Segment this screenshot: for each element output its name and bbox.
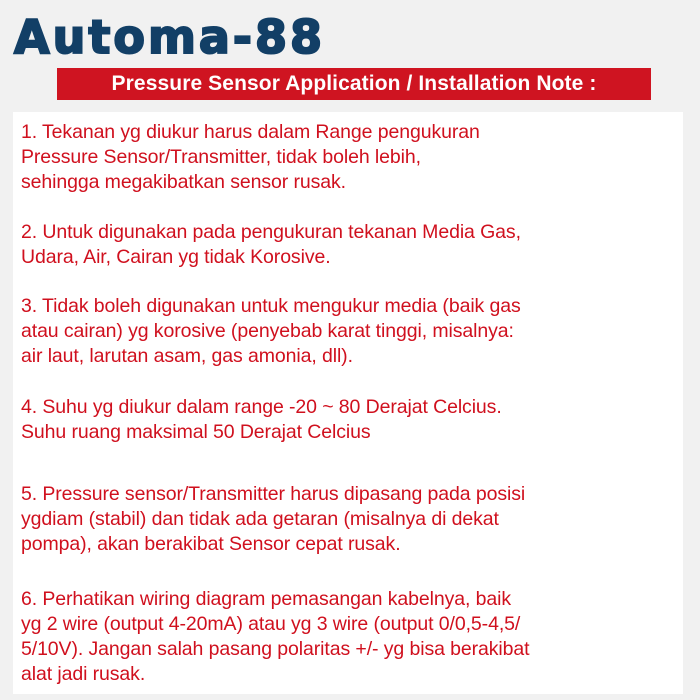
note-item-2: 2. Untuk digunakan pada pengukuran tekanan Media Gas, Udara, Air, Cairan yg tidak Korosive. [21,221,521,268]
brand-name: Automa-88 [14,10,326,64]
notes-panel [13,112,683,694]
title-banner [57,68,651,100]
page-title: Pressure Sensor Application / Installation Note : [111,72,597,95]
note-item-5: 5. Pressure sensor/Transmitter harus dipasang pada posisi ygdiam (stabil) dan tidak ada getaran (misalnya di dekat pompa), akan berakibat Sensor cepat rusak. [21,483,526,555]
note-item-1: 1. Tekanan yg diukur harus dalam Range pengukuran Pressure Sensor/Transmitter, tidak boleh lebih, sehingga megakibatkan sensor rusak. [21,121,480,193]
brand-logo [14,6,325,68]
note-item-3: 3. Tidak boleh digunakan untuk mengukur media (baik gas atau cairan) yg korosive (penyebab karat tinggi, misalnya: air laut, larutan asam, gas amonia, dll). [21,295,521,367]
note-item-6: 6. Perhatikan wiring diagram pemasangan kabelnya, baik yg 2 wire (output 4-20mA) atau yg 3 wire (output 0/0,5-4,5/ 5/10V). Jangan salah pasang polaritas +/- yg bisa berakibat alat jadi rusak. [21,588,530,685]
note-item-4: 4. Suhu yg diukur dalam range -20 ~ 80 Derajat Celcius. Suhu ruang maksimal 50 Derajat Celcius [21,396,502,443]
